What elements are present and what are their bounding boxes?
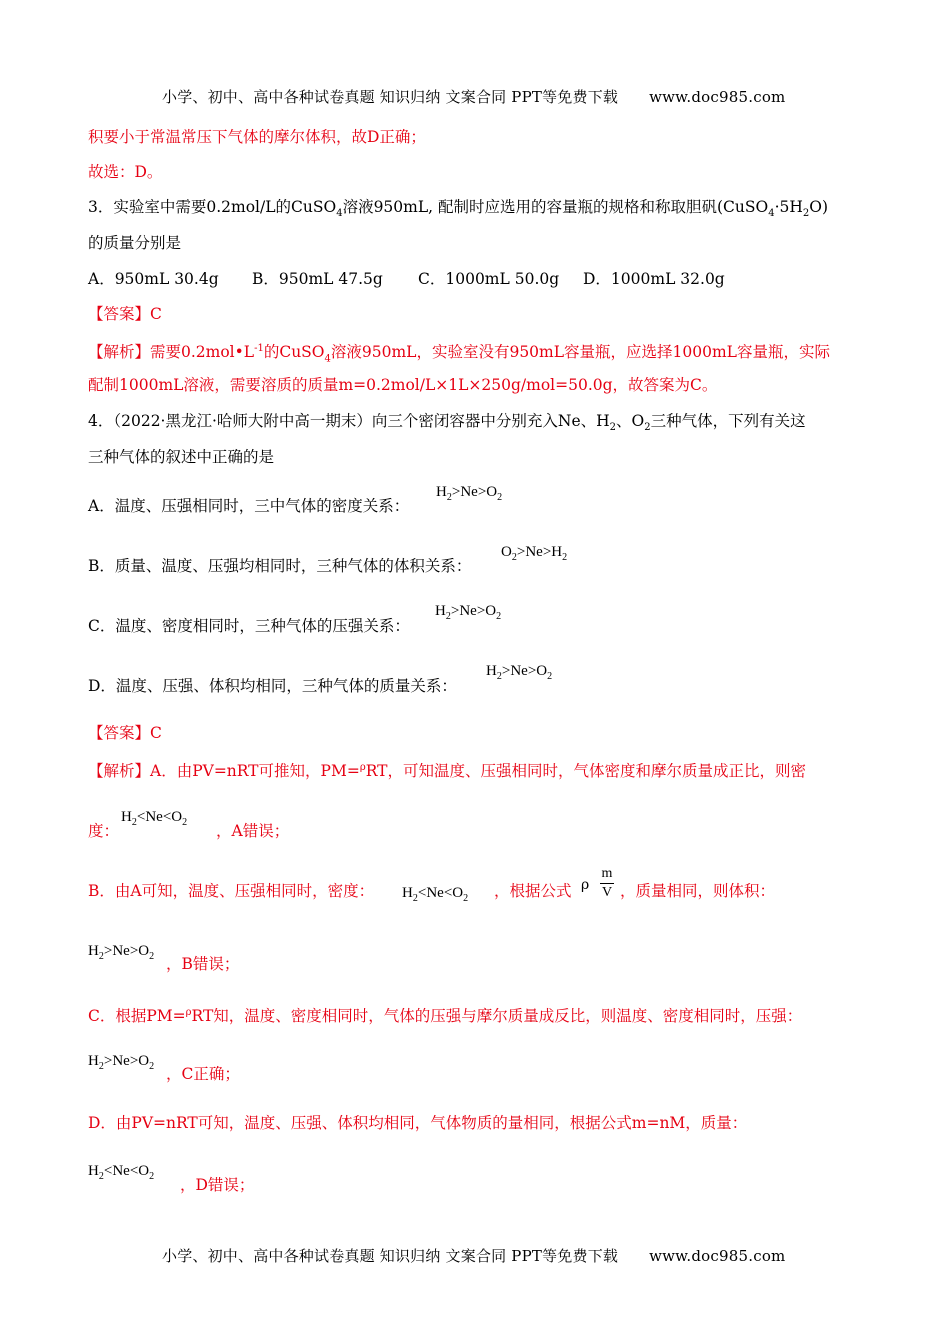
q3-stem-line-1 bbox=[88, 196, 828, 225]
f-o: O bbox=[138, 1163, 150, 1179]
f-gt: > bbox=[129, 1053, 139, 1069]
f-sub: 2 bbox=[496, 671, 502, 682]
q3-analysis-a: 【解析】需要0.2mol•L bbox=[88, 343, 255, 362]
f-o: O bbox=[486, 484, 498, 500]
f-o: O bbox=[138, 1053, 150, 1069]
q3-stem-d: O) bbox=[809, 198, 829, 216]
f-sub: 2 bbox=[446, 492, 452, 503]
f-gt: > bbox=[501, 663, 511, 679]
f-gt: > bbox=[477, 484, 487, 500]
f-sub: 2 bbox=[511, 552, 517, 563]
q3-stem-a: 3．实验室中需要0.2mol/L的CuSO bbox=[88, 198, 337, 216]
prev-line-2: 故选：D。 bbox=[88, 163, 163, 181]
f-h: H bbox=[121, 809, 132, 825]
f-sub: 2 bbox=[149, 1171, 155, 1182]
f-sub: 2 bbox=[445, 611, 451, 622]
sub-4: 4 bbox=[336, 208, 343, 220]
q3-stem-b: 溶液950mL, 配制时应选用的容量瓶的规格和称取胆矾(CuSO bbox=[342, 198, 769, 216]
footer-site: www.doc985.com bbox=[649, 1247, 786, 1265]
formula-h2-gt-ne-gt-o2 bbox=[88, 940, 154, 968]
f-sub: 2 bbox=[463, 893, 469, 904]
frac-numerator: m bbox=[601, 866, 613, 881]
f-gt: > bbox=[527, 663, 537, 679]
f-sub: 2 bbox=[98, 1061, 104, 1072]
q3-analysis-b: 的CuSO bbox=[263, 343, 325, 362]
formula-h2-gt-ne-gt-o2 bbox=[486, 660, 552, 688]
formula-h2-gt-ne-gt-o2 bbox=[435, 600, 501, 628]
prev-line-1: 积要小于常温常压下气体的摩尔体积，故D正确； bbox=[88, 128, 426, 146]
q4-c1: C．根据PM= bbox=[88, 1007, 186, 1026]
sub-2: 2 bbox=[644, 422, 651, 434]
q4-analysis-c-line-1 bbox=[88, 1002, 802, 1027]
q4-option-b: B．质量、温度、压强均相同时，三种气体的体积关系： bbox=[88, 557, 472, 575]
rho-symbol: ρ bbox=[359, 762, 366, 773]
f-lt: < bbox=[103, 1163, 113, 1179]
q3-analysis-line-2: 配制1000mL溶液，需要溶质的质量m=0.2mol/L×1L×250g/mol=50.0g，故答案为C。 bbox=[88, 376, 718, 394]
q4-analysis-b-formula-label: ，根据公式 bbox=[494, 882, 572, 900]
formula-h2-gt-ne-gt-o2 bbox=[88, 1050, 154, 1078]
f-sub: 2 bbox=[496, 611, 502, 622]
q4-stem-c: 三种气体，下列有关这 bbox=[650, 412, 806, 430]
frac-bar bbox=[600, 883, 614, 884]
sub-4: 4 bbox=[768, 208, 775, 220]
f-gt: > bbox=[542, 544, 552, 560]
f-ne: Ne bbox=[145, 809, 163, 825]
f-h: H bbox=[435, 603, 446, 619]
f-sub: 2 bbox=[562, 552, 568, 563]
q3-analysis-line-1 bbox=[88, 338, 830, 370]
q4-analysis-c-line-2: ，C正确； bbox=[166, 1065, 240, 1083]
q4-stem-b: 、O bbox=[616, 412, 645, 430]
f-sub: 2 bbox=[149, 951, 155, 962]
f-sub: 2 bbox=[547, 671, 553, 682]
f-gt: > bbox=[129, 943, 139, 959]
f-ne: Ne bbox=[510, 663, 528, 679]
q3-option-a: A．950mL 30.4g bbox=[88, 270, 219, 288]
rho-symbol: ρ bbox=[185, 1007, 192, 1018]
f-lt: < bbox=[129, 1163, 139, 1179]
f-sub: 2 bbox=[497, 492, 503, 503]
f-h: H bbox=[402, 885, 413, 901]
q3-option-c: C．1000mL 50.0g bbox=[418, 270, 560, 288]
q3-answer: 【答案】C bbox=[88, 305, 162, 323]
f-sub: 2 bbox=[182, 817, 188, 828]
f-o: O bbox=[536, 663, 548, 679]
q3-option-b: B．950mL 47.5g bbox=[252, 270, 383, 288]
f-gt: > bbox=[103, 943, 113, 959]
q4-analysis-a-line-2-pre: 度： bbox=[88, 822, 120, 840]
f-ne: Ne bbox=[460, 484, 478, 500]
page-header bbox=[162, 86, 785, 108]
f-sub: 2 bbox=[98, 1171, 104, 1182]
f-h: H bbox=[88, 943, 99, 959]
footer-text: 小学、初中、高中各种试卷真题 知识归纳 文案合同 PPT等免费下载 bbox=[162, 1247, 619, 1265]
f-o: O bbox=[138, 943, 150, 959]
rho-symbol: ρ bbox=[581, 877, 590, 893]
f-lt: < bbox=[417, 885, 427, 901]
header-site: www.doc985.com bbox=[649, 88, 786, 106]
page-footer bbox=[162, 1245, 785, 1267]
f-sub: 2 bbox=[149, 1061, 155, 1072]
q4-stem-a: 4．（2022·黑龙江·哈师大附中高一期末）向三个密闭容器中分别充入Ne、H bbox=[88, 412, 610, 430]
f-gt: > bbox=[103, 1053, 113, 1069]
f-ne: Ne bbox=[112, 1163, 130, 1179]
formula-h2-lt-ne-lt-o2 bbox=[88, 1160, 154, 1188]
formula-h2-lt-ne-lt-o2 bbox=[402, 882, 468, 910]
f-gt: > bbox=[476, 603, 486, 619]
q4-analysis-a-line-2-post: ，A错误； bbox=[216, 822, 290, 840]
formula-h2-gt-ne-gt-o2 bbox=[436, 481, 502, 509]
formula-h2-lt-ne-lt-o2 bbox=[121, 806, 187, 834]
f-ne: Ne bbox=[112, 943, 130, 959]
f-gt: > bbox=[516, 544, 526, 560]
q4-option-c: C．温度、密度相同时，三种气体的压强关系： bbox=[88, 617, 410, 635]
f-h: H bbox=[436, 484, 447, 500]
sub-2: 2 bbox=[802, 208, 810, 220]
q4-stem-line-2: 三种气体的叙述中正确的是 bbox=[88, 448, 275, 466]
f-h: H bbox=[88, 1163, 99, 1179]
q4-analysis-d-line-1: D．由PV=nRT可知，温度、压强、体积均相同，气体物质的量相同，根据公式m=nM，质量： bbox=[88, 1114, 748, 1132]
q3-analysis-c: 溶液950mL，实验室没有950mL容量瓶，应选择1000mL容量瓶，实际 bbox=[330, 343, 830, 362]
f-gt: > bbox=[451, 484, 461, 500]
q4-a1b: RT，可知温度、压强相同时，气体密度和摩尔质量成正比，则密 bbox=[365, 762, 806, 781]
f-lt: < bbox=[443, 885, 453, 901]
f-lt: < bbox=[136, 809, 146, 825]
q4-analysis-b-line-2: ，B错误； bbox=[166, 955, 240, 973]
header-text: 小学、初中、高中各种试卷真题 知识归纳 文案合同 PPT等免费下载 bbox=[162, 88, 619, 106]
f-sub: 2 bbox=[98, 951, 104, 962]
q3-option-d: D．1000mL 32.0g bbox=[583, 270, 725, 288]
q4-a1: 【解析】A．由PV=nRT可推知，PM= bbox=[88, 762, 360, 781]
f-ne: Ne bbox=[525, 544, 543, 560]
f-ne: Ne bbox=[112, 1053, 130, 1069]
q4-option-a: A．温度、压强相同时，三中气体的密度关系： bbox=[88, 497, 410, 515]
sup-neg1: -1 bbox=[254, 343, 264, 354]
f-o: O bbox=[171, 809, 183, 825]
frac-denominator: V bbox=[601, 885, 613, 900]
q4-answer: 【答案】C bbox=[88, 724, 162, 742]
q4-analysis-a-line-1 bbox=[88, 757, 806, 782]
f-h: H bbox=[486, 663, 497, 679]
q4-analysis-b-tail: ，质量相同，则体积： bbox=[620, 882, 776, 900]
f-h: H bbox=[551, 544, 563, 560]
f-o: O bbox=[485, 603, 497, 619]
f-lt: < bbox=[162, 809, 172, 825]
q4-analysis-d-line-2: ，D错误； bbox=[180, 1176, 255, 1194]
q3-stem-line-2: 的质量分别是 bbox=[88, 234, 182, 252]
f-o: O bbox=[501, 544, 512, 560]
f-gt: > bbox=[450, 603, 460, 619]
f-sub: 2 bbox=[412, 893, 418, 904]
f-ne: Ne bbox=[426, 885, 444, 901]
f-o: O bbox=[452, 885, 464, 901]
formula-o2-gt-ne-gt-h2 bbox=[501, 541, 567, 569]
q4-option-d: D．温度、压强、体积均相同，三种气体的质量关系： bbox=[88, 677, 457, 695]
sub-2: 2 bbox=[609, 422, 617, 434]
sub-4: 4 bbox=[324, 353, 331, 365]
q4-c1b: RT知，温度、密度相同时，气体的压强与摩尔质量成反比，则温度、密度相同时，压强： bbox=[191, 1007, 803, 1026]
f-sub: 2 bbox=[131, 817, 137, 828]
fraction-m-over-v bbox=[600, 866, 614, 901]
q4-stem-line-1 bbox=[88, 410, 806, 439]
q4-analysis-b-line-1: B．由A可知，温度、压强相同时，密度： bbox=[88, 882, 375, 900]
f-h: H bbox=[88, 1053, 99, 1069]
f-ne: Ne bbox=[459, 603, 477, 619]
q3-stem-c: ·5H bbox=[774, 198, 803, 216]
